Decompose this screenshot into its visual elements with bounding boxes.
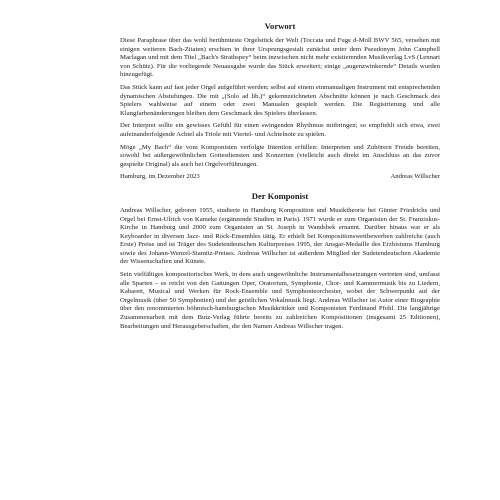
vorwort-paragraph-4: Möge „My Bach“ die vom Komponisten verfolgte Intention erfüllen: Interpreten und Zuhörern Freude bereiten, sowohl bei außergewöhnlichen Gottesdiensten und Konzerten (vielleicht auch direkt im Anschluss an das zuvor gespielte Original) als auch bei Orgelvorführungen. — [120, 143, 440, 168]
section-heading-komponist: Der Komponist — [251, 190, 309, 201]
komponist-paragraph-2: Sein vielfältiges kompositorisches Werk, in dem auch ungewöhnliche Instrumentalbesetzungen vertreten sind, umfasst alle Sparten – es reicht von den Gattungen Oper, Oratorium, Symphonie, Chor- und Kammermusik bis zu Liedern, Kabarett, Musical und Werken für Rock-Ensemble und Symphonieorchester, wobei der Schwerpunkt auf der Orgelmusik (über 50 Symphonien) und der geistlichen Vokalmusik liegt. Andreas Willscher ist Autor einer Biographie über den renommierten böhmisch-hamburgischen Musikkritiker und Komponisten Ferdinand Pfohl. Die langjährige Zusammenarbeit mit dem Butz-Verlag führte bereits zu zahlreichen Kompositionen (insgesamt 25 Editionen), Bearbeitungen und Herausgeberschaften, die den Namen Andreas Willscher tragen. — [120, 271, 440, 330]
komponist-paragraph-1: Andreas Willscher, geboren 1955, studierte in Hamburg Komposition und Musiktheorie bei Günter Friedrichs und Orgel bei Ernst-Ulrich von Kameke (ergänzende Studien in Paris). 1971 wurde er zum Organisten der St. Franziskus-Kirche in Hamburg und 2000 zum Organisten an St. Joseph in Wandsbek ernannt. Darüber hinaus war er als Keyboarder in diversen Jazz- und Rock-Ensembles tätig. Er erhielt bei Kompositionswettbewerben zahlreiche (auch Erste) Preise und ist Träger des Sudetendeutschen Kulturpreises 1995, der Ansgar-Medaille des Erzbistums Hamburg sowie des Johann-Wenzel-Stamitz-Preises. Andreas Willscher ist außerdem Mitglied der Sudetendeutschen Akademie der Wissenschaften und Künste. — [120, 206, 440, 266]
vorwort-paragraph-2: Das Stück kann auf fast jeder Orgel aufgeführt werden; selbst auf einem einmanualigen Instrument mit entsprechenden dynamischen Abstufungen. Die mit „(Solo ad lib.)“ gekennzeichneten Abschnitte können je nach Geschmack des Spielers wahlweise auf einem oder zwei Manualen gespielt werden. Die Registrierung und alle Klangfarbenänderungen bleiben dem Geschmack des Spielers überlassen. — [120, 83, 440, 117]
signature-line — [120, 173, 440, 182]
author-signature: Andreas Willscher — [390, 173, 440, 181]
section-heading-vorwort: Vorwort — [264, 21, 296, 31]
place-date: Hamburg, im Dezember 2023 — [120, 173, 200, 181]
vorwort-paragraph-1: Diese Paraphrase über das wohl berühmteste Orgelstück der Welt (Toccata und Fuge d-Moll BWV 565, versehen mit einigen weiteren Bach-Zitaten) erschien in ihrer Ursprungsgestalt zunächst unter dem Pseudonym John Campbell Maclagan und mit dem Titel „Bach's Strathspey“ beim inzwischen nicht mehr existierenden Musikverlag LvS (Lennart von Schütz). Für die vorliegende Neuausgabe wurde das Stück erweitert; einige „augenzwinkernde“ Details wurden hinzugefügt. — [120, 37, 440, 79]
vorwort-paragraph-3: Der Interpret sollte ein gewisses Gefühl für einen swingenden Rhythmus mitbringen; so empfiehlt sich etwa, zwei aufeinanderfolgende Achtel als Triole mit Viertel- und Achtelnote zu spielen. — [120, 122, 440, 138]
